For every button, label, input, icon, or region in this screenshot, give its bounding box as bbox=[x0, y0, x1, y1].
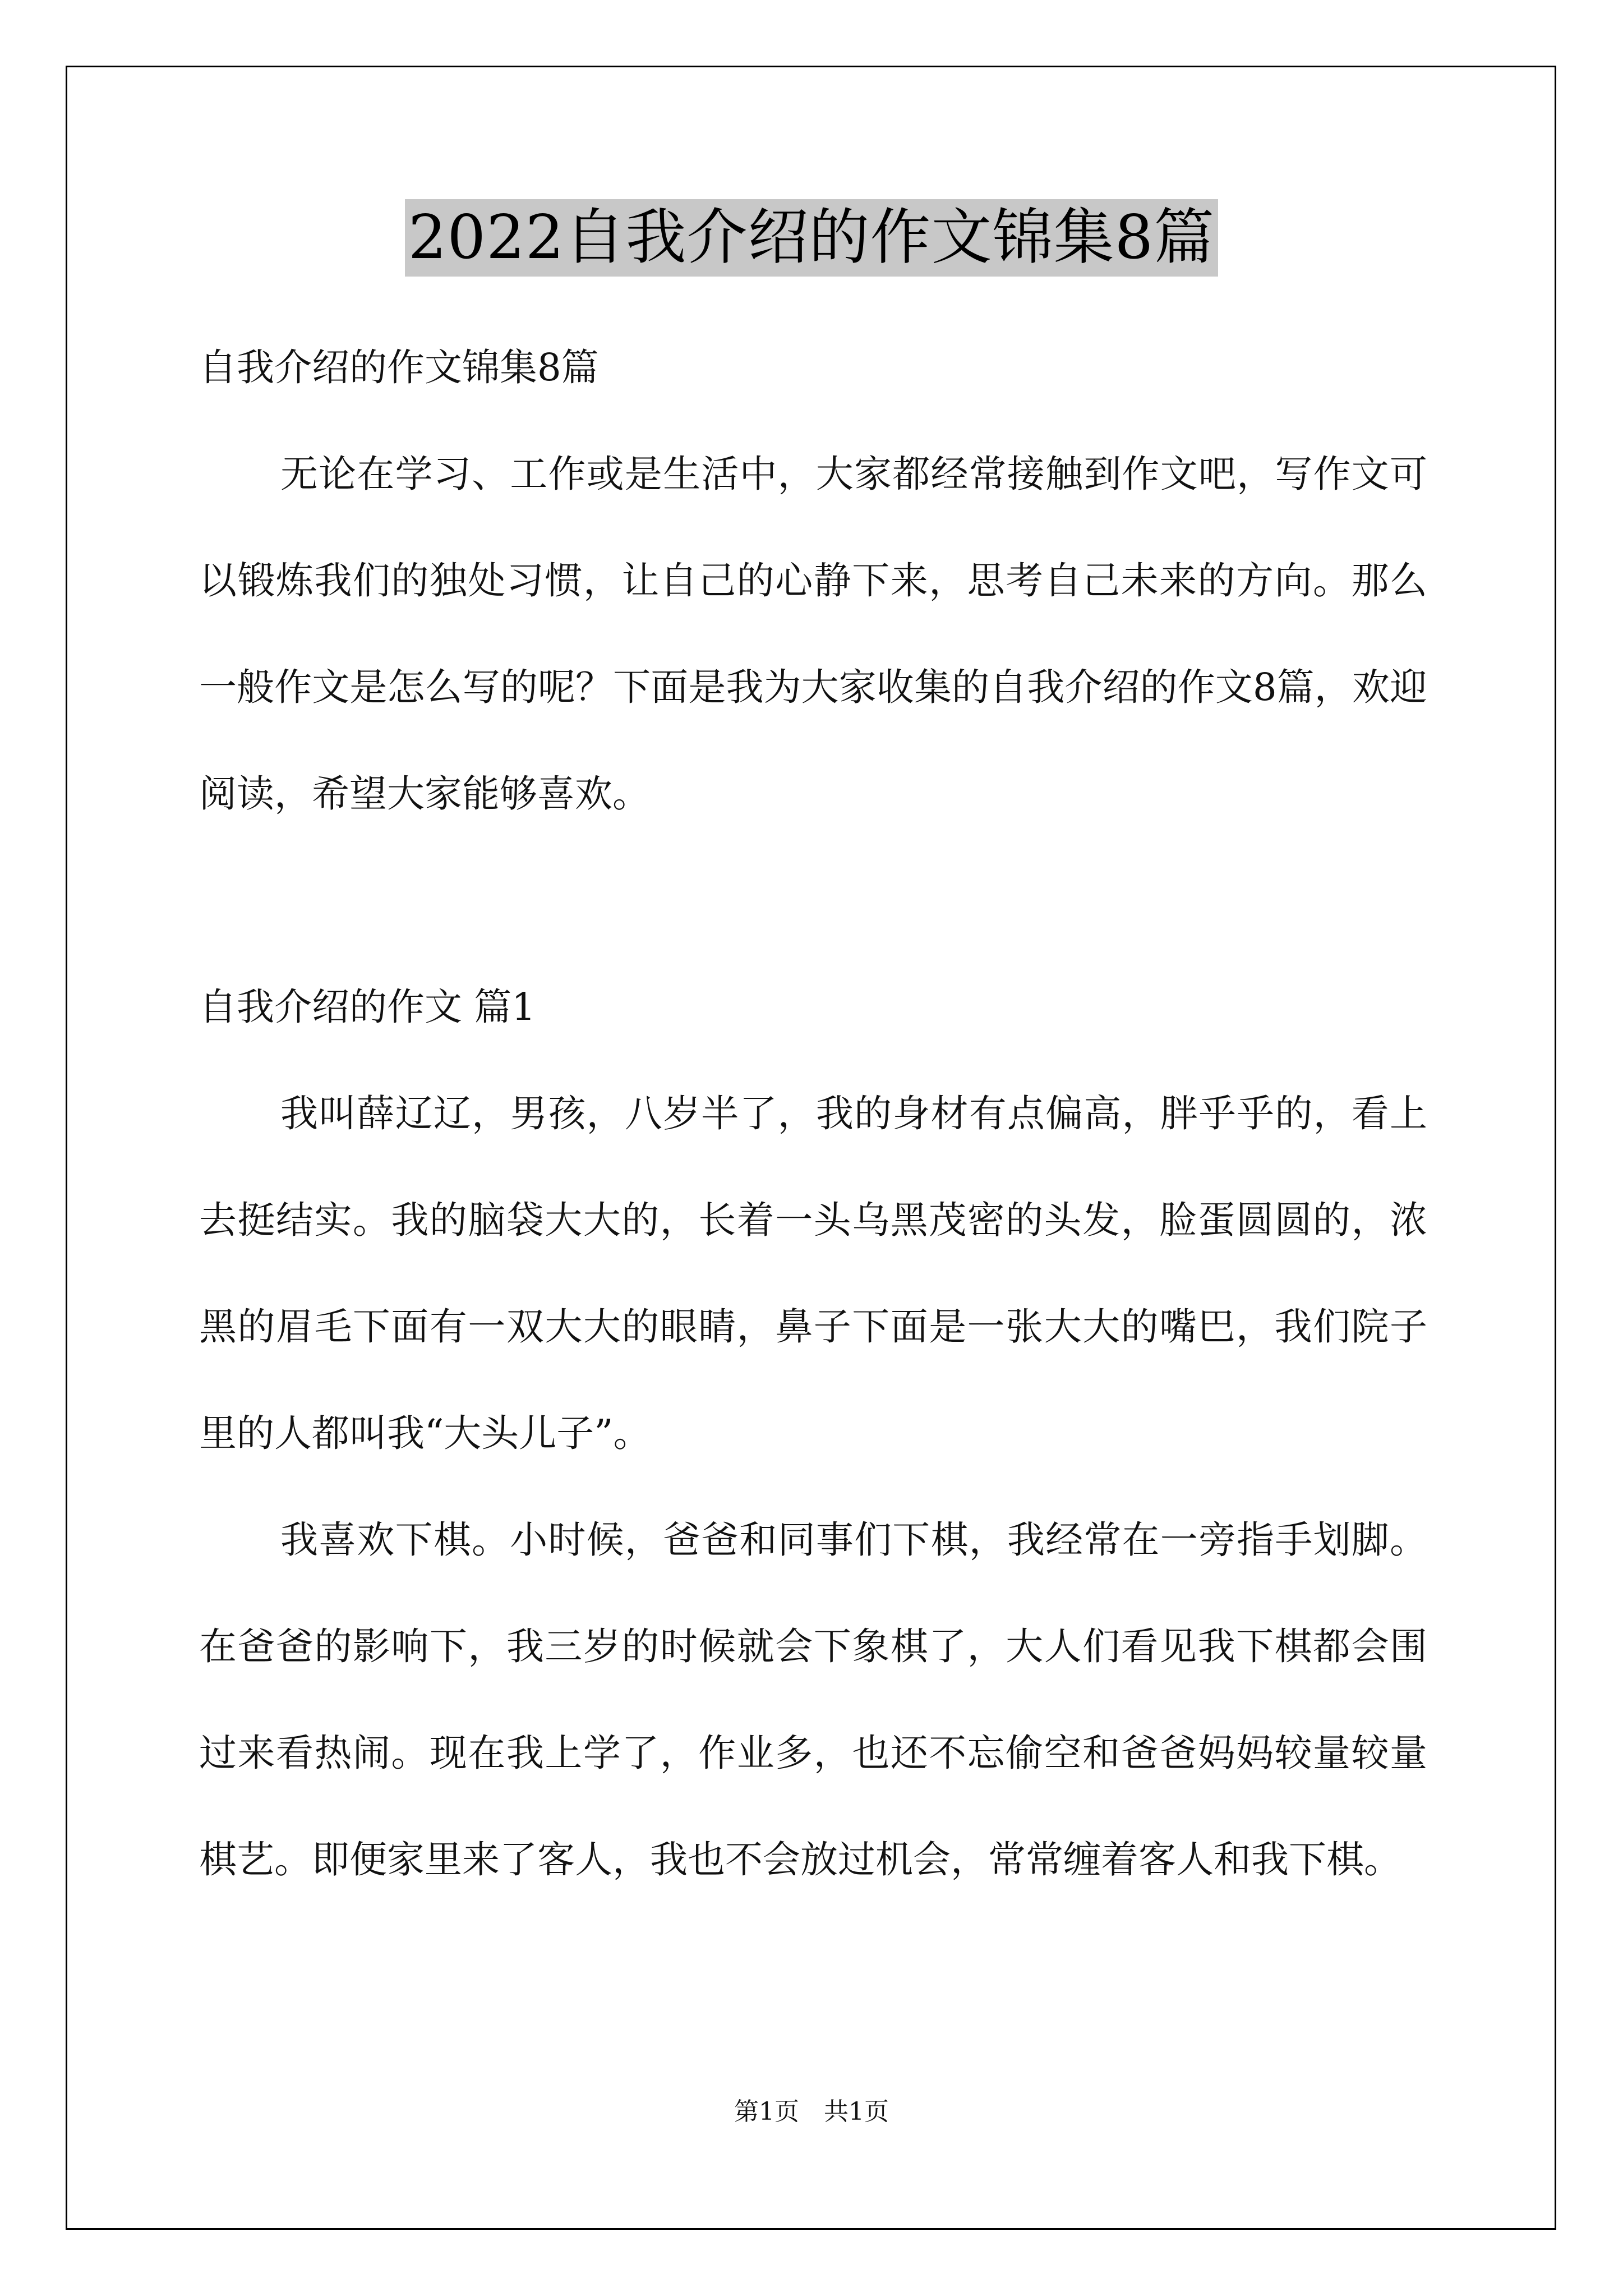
document-subtitle: 自我介绍的作文锦集8篇 bbox=[199, 346, 599, 389]
section-heading: 自我介绍的作文 篇1 bbox=[199, 985, 536, 1029]
section-gap bbox=[199, 847, 1427, 954]
document-body bbox=[199, 314, 1427, 1913]
page-footer: 第1页 共1页 bbox=[734, 2097, 889, 2126]
document-title: 2022自我介绍的作文锦集8篇 bbox=[405, 199, 1219, 277]
body-paragraph: 我叫薛辽辽，男孩，八岁半了，我的身材有点偏高，胖乎乎的，看上去挺结实。我的脑袋大大的，长着一头乌黑茂密的头发，脸蛋圆圆的，浓黑的眉毛下面有一双大大的眼睛，鼻子下面是一张大大的嘴巴，我们院子里的人都叫我“大头儿子”。 bbox=[199, 1092, 1427, 1455]
title-container bbox=[0, 199, 1623, 277]
body-paragraph: 我喜欢下棋。小时候，爸爸和同事们下棋，我经常在一旁指手划脚。在爸爸的影响下，我三岁的时候就会下象棋了，大人们看见我下棋都会围过来看热闹。现在我上学了，作业多，也还不忘偷空和爸爸妈妈较量较量棋艺。即便家里来了客人，我也不会放过机会，常常缠着客人和我下棋。 bbox=[199, 1518, 1427, 1881]
intro-paragraph: 无论在学习、工作或是生活中，大家都经常接触到作文吧，写作文可以锻炼我们的独处习惯，让自己的心静下来，思考自己未来的方向。那么一般作文是怎么写的呢？下面是我为大家收集的自我介绍的作文8篇，欢迎阅读，希望大家能够喜欢。 bbox=[199, 452, 1427, 816]
